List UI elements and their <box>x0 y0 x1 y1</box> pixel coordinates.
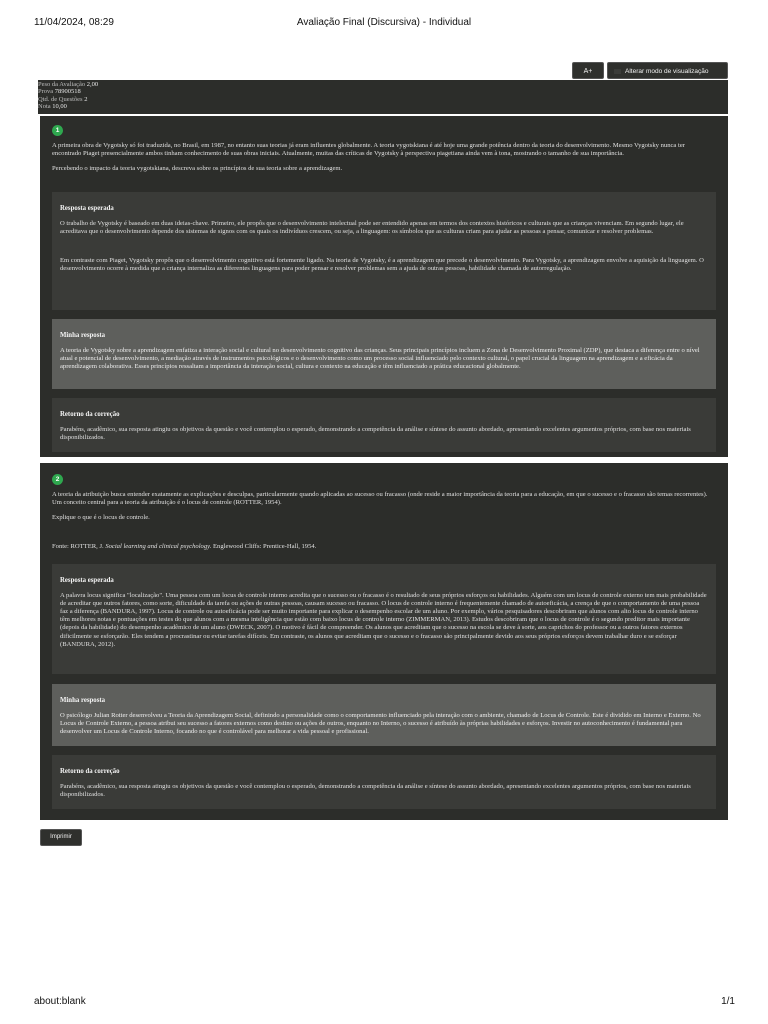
my-answer-panel <box>52 684 716 746</box>
print-page-title: Avaliação Final (Discursiva) - Individual <box>296 17 472 28</box>
expected-answer-title: Resposta esperada <box>60 205 114 212</box>
expected-answer-panel <box>52 564 716 674</box>
summary-grade: Nota 10,00 <box>38 102 67 110</box>
expected-answer-panel <box>52 192 716 310</box>
feedback-panel <box>52 398 716 452</box>
expected-answer-paragraph: O trabalho de Vygotsky é baseado em duas ideias-chave. Primeiro, ele propôs que o desenvolvimento intelectual pode ser entendido apenas em termos dos contextos históricos e culturais que as crianças vivenciam. Em segundo lugar, ele acreditava que o desenvolvimento depende dos sistemas de signos com os quais os indivíduos crescem, ou seja, a linguagem: os símbolos que as culturas criam para ajudar as pessoas a pensar, comunicar e resolver problemas. <box>60 220 684 236</box>
print-datetime: 11/04/2024, 08:29 <box>34 17 114 28</box>
question-number-badge: 1 <box>52 125 63 136</box>
question-paragraph: A primeira obra de Vygotsky só foi traduzida, no Brasil, em 1987, no entanto suas teorias já eram influentes globalmente. A teoria vygotskiana é até hoje uma grande potência dentro da teoria do desenvolvimento. Mesmo Vygotsky nunca ter encontrado Piaget presencialmente ambos tinham conhecimento de suas obras iniciais. Atualmente, muitas das críticas de Vygotsky à perspectiva piagetiana ainda vem à tona, mostrando o tamanho de sua importância. <box>52 142 685 158</box>
view-mode-label: Alterar modo de visualização <box>625 68 709 75</box>
feedback-text: Parabéns, acadêmico, sua resposta atingiu os objetivos da questão e você contemplou o esperado, demonstrando a competência da análise e síntese do assunto abordado, apresentando excelentes argumentos próprios, com base nos materiais disponibilizados. <box>60 426 691 442</box>
print-button[interactable]: Imprimir <box>40 829 82 846</box>
print-page-count: 1/1 <box>721 996 735 1007</box>
question-prompt: Explique o que é o locus de controle. <box>52 514 150 522</box>
print-url: about:blank <box>34 996 86 1007</box>
question-prompt: Percebendo o impacto da teoria vygotskiana, descreva sobre os princípios de sua teoria sobre a aprendizagem. <box>52 165 343 173</box>
question-card-1 <box>40 116 728 457</box>
expected-answer-title: Resposta esperada <box>60 577 114 584</box>
my-answer-panel <box>52 319 716 389</box>
my-answer-text: O psicólogo Julian Rotter desenvolveu a Teoria da Aprendizagem Social, definindo a personalidade como o comportamento influenciado pela interação com o ambiente, chamado de Locus de Controle. Este é dividido em Interno e Externo. No Locus de Controle Externo, a pessoa atribui seu sucesso a fatores externos como destino ou ações de outros, enquanto no Interno, o sucesso é atribuído às próprias habilidades e esforços. Investir no autoconhecimento é fundamental para desenvolver um Locus de Controle Interno, focando no que é controlável para melhorar a vida pessoal e profissional. <box>60 712 701 736</box>
question-text <box>52 142 714 180</box>
question-number-badge: 2 <box>52 474 63 485</box>
view-mode-button[interactable] <box>607 62 728 79</box>
feedback-title: Retorno da correção <box>60 411 120 418</box>
question-text <box>52 491 714 558</box>
summary-weight: Peso da Avaliação 2,00 <box>38 81 99 88</box>
font-size-button[interactable]: A+ <box>572 62 604 79</box>
my-answer-text: A teoria de Vygotsky sobre a aprendizagem enfatiza a interação social e cultural no desenvolvimento cognitivo das crianças. Seus principais princípios incluem a Zona de Desenvolvimento Proximal (ZDP), que destaca a diferença entre o nível atual e potencial de desenvolvimento, a mediação através de instrumentos psicológicos e o desenvolvimento como um processo social influenciado pelo contexto cultural, o papel crucial da linguagem na aprendizagem e a eficácia da aprendizagem colaborativa. Esses princípios ressaltam a importância da interação social, cultura e contexto na educação e têm influenciado a prática educacional globalmente. <box>60 347 700 371</box>
exam-summary <box>38 80 728 114</box>
expected-answer-paragraph: A palavra locus significa "localização". Uma pessoa com um locus de controle interno acredita que o sucesso ou o fracasso é o resultado de seus próprios esforços ou habilidades. Alguém com um locus de controle externo tem mais probabilidade de acreditar que outros fatores, como sorte, dificuldade da tarefa ou ações de outras pessoas, causam sucesso ou fracasso. O locus de controle interno é frequentemente chamado de autoeficácia, a crença de que o comportamento de uma pessoa faz a diferença (BANDURA, 1997). Locus de controle ou autoeficácia pode ser muito importante para explicar o desempenho escolar de um aluno. Por exemplo, vários pesquisadores descobriram que alunos com alto locus de controle interno têm melhores notas e pontuações em testes do que alunos com a mesma inteligência que estão com baixo locus de controle interno (ZIMMERMAN, 2013). Estudos descobriram que o locus de controle é o segundo preditor mais importante (depois da habilidade) do desempenho acadêmico de um aluno (DWECK, 2007). O motivo é fácil de compreender. Os alunos que acreditam que o sucesso na escola se deve à sorte, aos caprichos do professor ou a outros fatores externos dificilmente se esforçarão. Eles tendem a procrastinar ou evitar tarefas difíceis. Em contraste, os alunos que acreditam que o sucesso e o fracasso são principalmente devido aos seus próprios esforços devem trabalhar duro e se esforçar (BANDURA, 2012). <box>60 592 707 648</box>
summary-questions: Qtd. de Questões 2 <box>38 95 88 103</box>
print-header <box>0 15 768 31</box>
my-answer-title: Minha resposta <box>60 332 106 339</box>
expected-answer-paragraph: Em contraste com Piaget, Vygotsky propôs que o desenvolvimento cognitivo está fortemente ligado. Na teoria de Vygotsky, é a aprendizagem que precede o desenvolvimento. Para Vygotsky, a aprendizagem envolve a aquisição da linguagem. O desenvolvimento ocorre à medida que a criança internaliza as diferentes linguagens para poder pensar e resolver problemas sem a ajuda de outras pessoas, habilidade chamada de autorregulação. <box>60 257 704 273</box>
feedback-text: Parabéns, acadêmico, sua resposta atingiu os objetivos da questão e você contemplou o esperado, demonstrando a competência da análise e síntese do assunto abordado, apresentando excelentes argumentos próprios, com base nos materiais disponibilizados. <box>60 783 691 799</box>
question-source: Fonte: ROTTER, J. Social learning and clinical psychology. Englewood Cliffs: Prentice-Hall, 1954. <box>52 543 317 551</box>
summary-exam: Prova 78900518 <box>38 88 81 96</box>
view-mode-icon <box>614 69 621 74</box>
question-card-2 <box>40 463 728 820</box>
print-footer <box>0 996 768 1010</box>
my-answer-title: Minha resposta <box>60 697 106 704</box>
feedback-title: Retorno da correção <box>60 768 120 775</box>
feedback-panel <box>52 755 716 809</box>
question-paragraph: A teoria da atribuição busca entender exatamente as explicações e desculpas, particularmente quando aplicadas ao sucesso ou fracasso (onde reside a maior importância da teoria para a educação, em que o sucesso e o fracasso são temas recorrentes). Um conceito central para a teoria da atribuição é o locus de controle (ROTTER, 1954). <box>52 491 708 507</box>
